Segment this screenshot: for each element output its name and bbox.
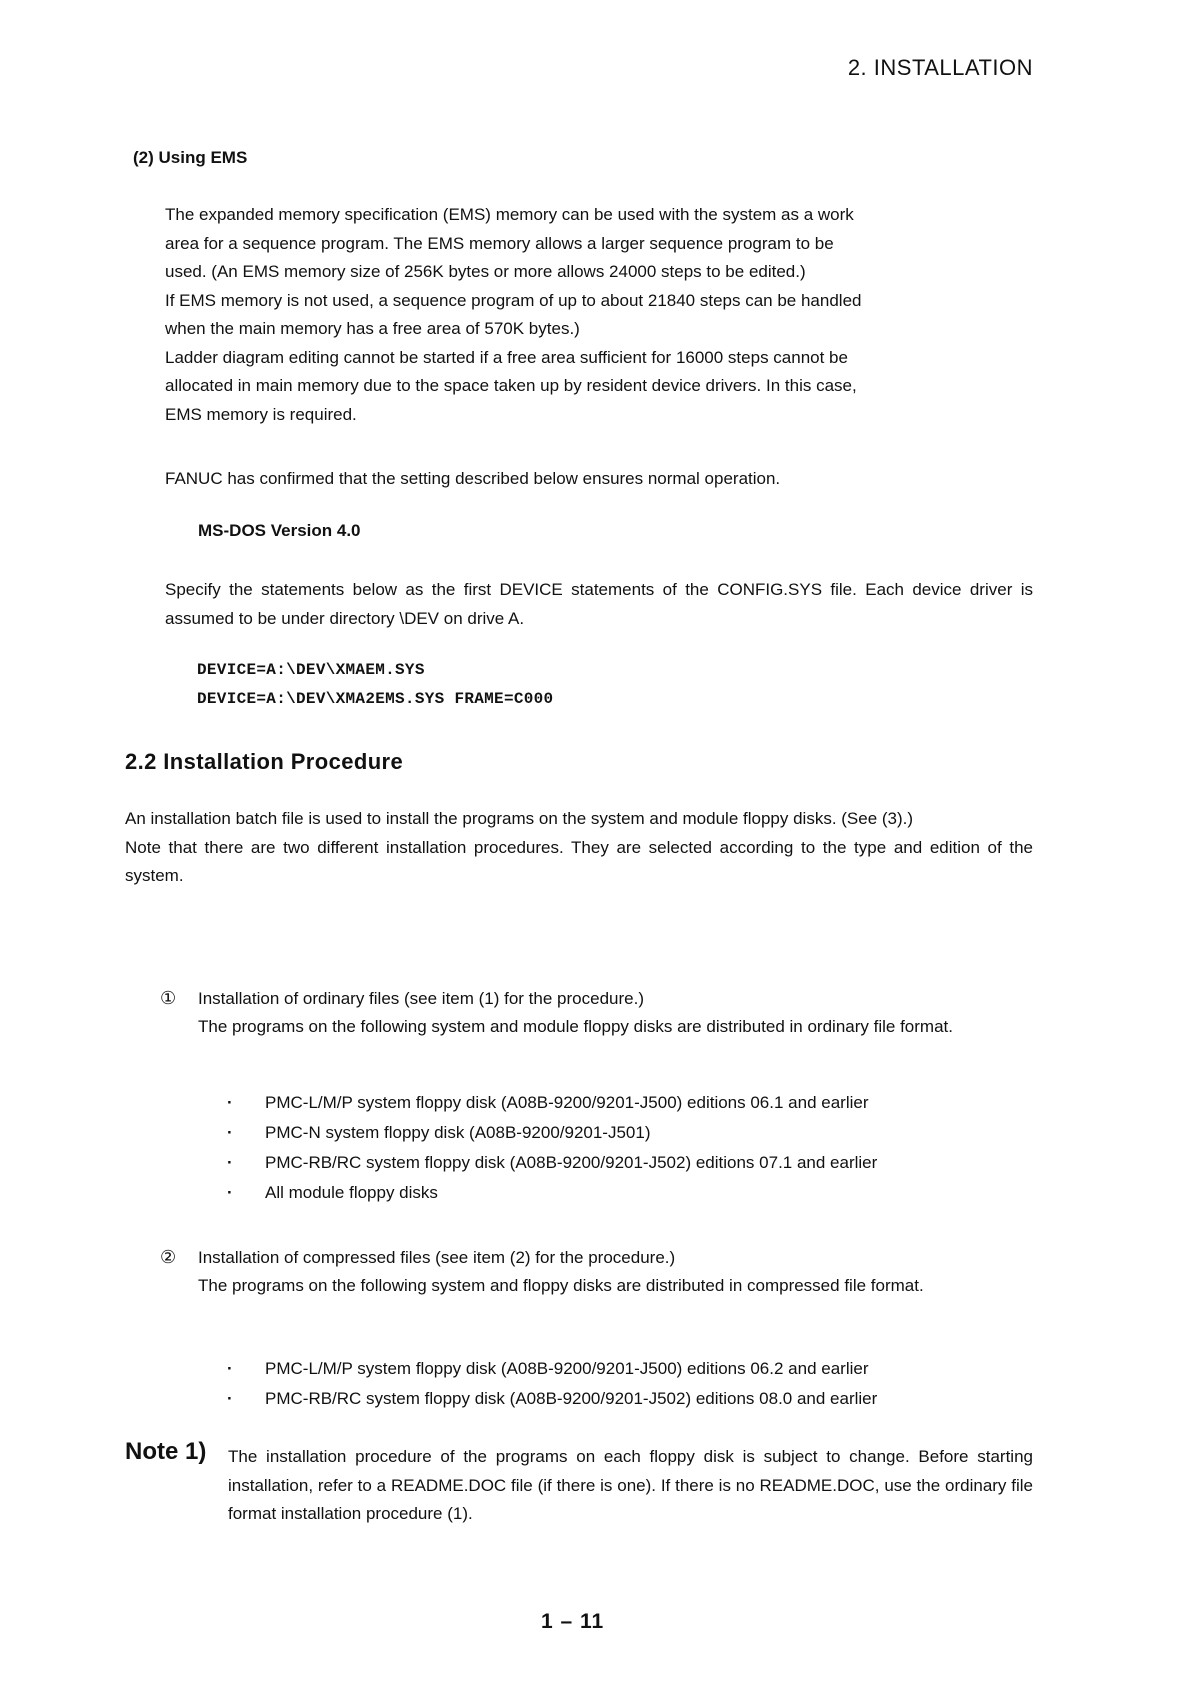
ems-paragraph — [165, 201, 1033, 429]
ems-line: allocated in main memory due to the space taken up by resident device drivers. In this case, — [165, 376, 857, 395]
msdos-version-heading: MS-DOS Version 4.0 — [198, 521, 361, 540]
list-item: · PMC-L/M/P system floppy disk (A08B-9200/9201-J500) editions 06.2 and earlier — [227, 1354, 877, 1384]
note-label: Note 1) — [125, 1438, 207, 1465]
ems-line: used. (An EMS memory size of 256K bytes or more allows 24000 steps to be edited.) — [165, 262, 806, 281]
intro-sentence: An installation batch file is used to install the programs on the system and module floppy disks. (See (3).) — [125, 809, 914, 828]
confirm-paragraph: FANUC has confirmed that the setting described below ensures normal operation. — [165, 469, 781, 488]
list-item: · PMC-RB/RC system floppy disk (A08B-9200/9201-J502) editions 07.1 and earlier — [227, 1148, 877, 1178]
item-2-floppy-list — [227, 1354, 877, 1414]
item-1-marker: ① — [160, 988, 177, 1008]
intro-note-sentence: Note that there are two different installation procedures. They are selected according to the type and edition of the system. — [125, 837, 1033, 885]
item-2-title: Installation of compressed files (see item (2) for the procedure.) — [198, 1248, 676, 1267]
list-item: · PMC-RB/RC system floppy disk (A08B-9200/9201-J502) editions 08.0 and earlier — [227, 1384, 877, 1414]
item-1-description: The programs on the following system and module floppy disks are distributed in ordinary file format. — [198, 1017, 953, 1036]
config-code-line: DEVICE=A:\DEV\XMAEM.SYS — [197, 661, 425, 679]
section-heading-installation-procedure: 2.2 Installation Procedure — [125, 749, 404, 774]
item-1-floppy-list — [227, 1088, 877, 1208]
list-item: · PMC-N system floppy disk (A08B-9200/9201-J501) — [227, 1118, 877, 1148]
list-item: · PMC-L/M/P system floppy disk (A08B-9200/9201-J500) editions 06.1 and earlier — [227, 1088, 877, 1118]
ems-line: The expanded memory specification (EMS) memory can be used with the system as a work — [165, 205, 854, 224]
ems-line: EMS memory is required. — [165, 404, 357, 424]
ems-line: when the main memory has a free area of 570K bytes.) — [165, 319, 580, 338]
ems-line: area for a sequence program. The EMS memory allows a larger sequence program to be — [165, 233, 834, 253]
page-header-title: 2. INSTALLATION — [847, 55, 1033, 80]
ems-line: Ladder diagram editing cannot be started if a free area sufficient for 16000 steps cannot be — [165, 347, 848, 367]
list-item: · All module floppy disks — [227, 1178, 877, 1208]
page-number: 1 – 11 — [541, 1610, 605, 1633]
ems-line: If EMS memory is not used, a sequence program of up to about 21840 steps can be handled — [165, 290, 862, 310]
installation-intro — [125, 805, 1033, 891]
item-2-description: The programs on the following system and floppy disks are distributed in compressed file format. — [198, 1276, 924, 1295]
section-heading-using-ems: (2) Using EMS — [133, 148, 248, 167]
specify-paragraph: Specify the statements below as the first DEVICE statements of the CONFIG.SYS file. Each device driver is assumed to be under directory \DEV on drive A. — [165, 580, 1033, 628]
config-code-line: DEVICE=A:\DEV\XMA2EMS.SYS FRAME=C000 — [197, 690, 554, 708]
item-2-marker: ② — [160, 1247, 177, 1267]
note-text: The installation procedure of the programs on each floppy disk is subject to change. Before starting installation, refer to a README.DOC file (if there is one). If there is no README.DOC, use the ordinary file format installation procedure (1). — [228, 1447, 1033, 1523]
item-1-title: Installation of ordinary files (see item (1) for the procedure.) — [198, 989, 644, 1008]
